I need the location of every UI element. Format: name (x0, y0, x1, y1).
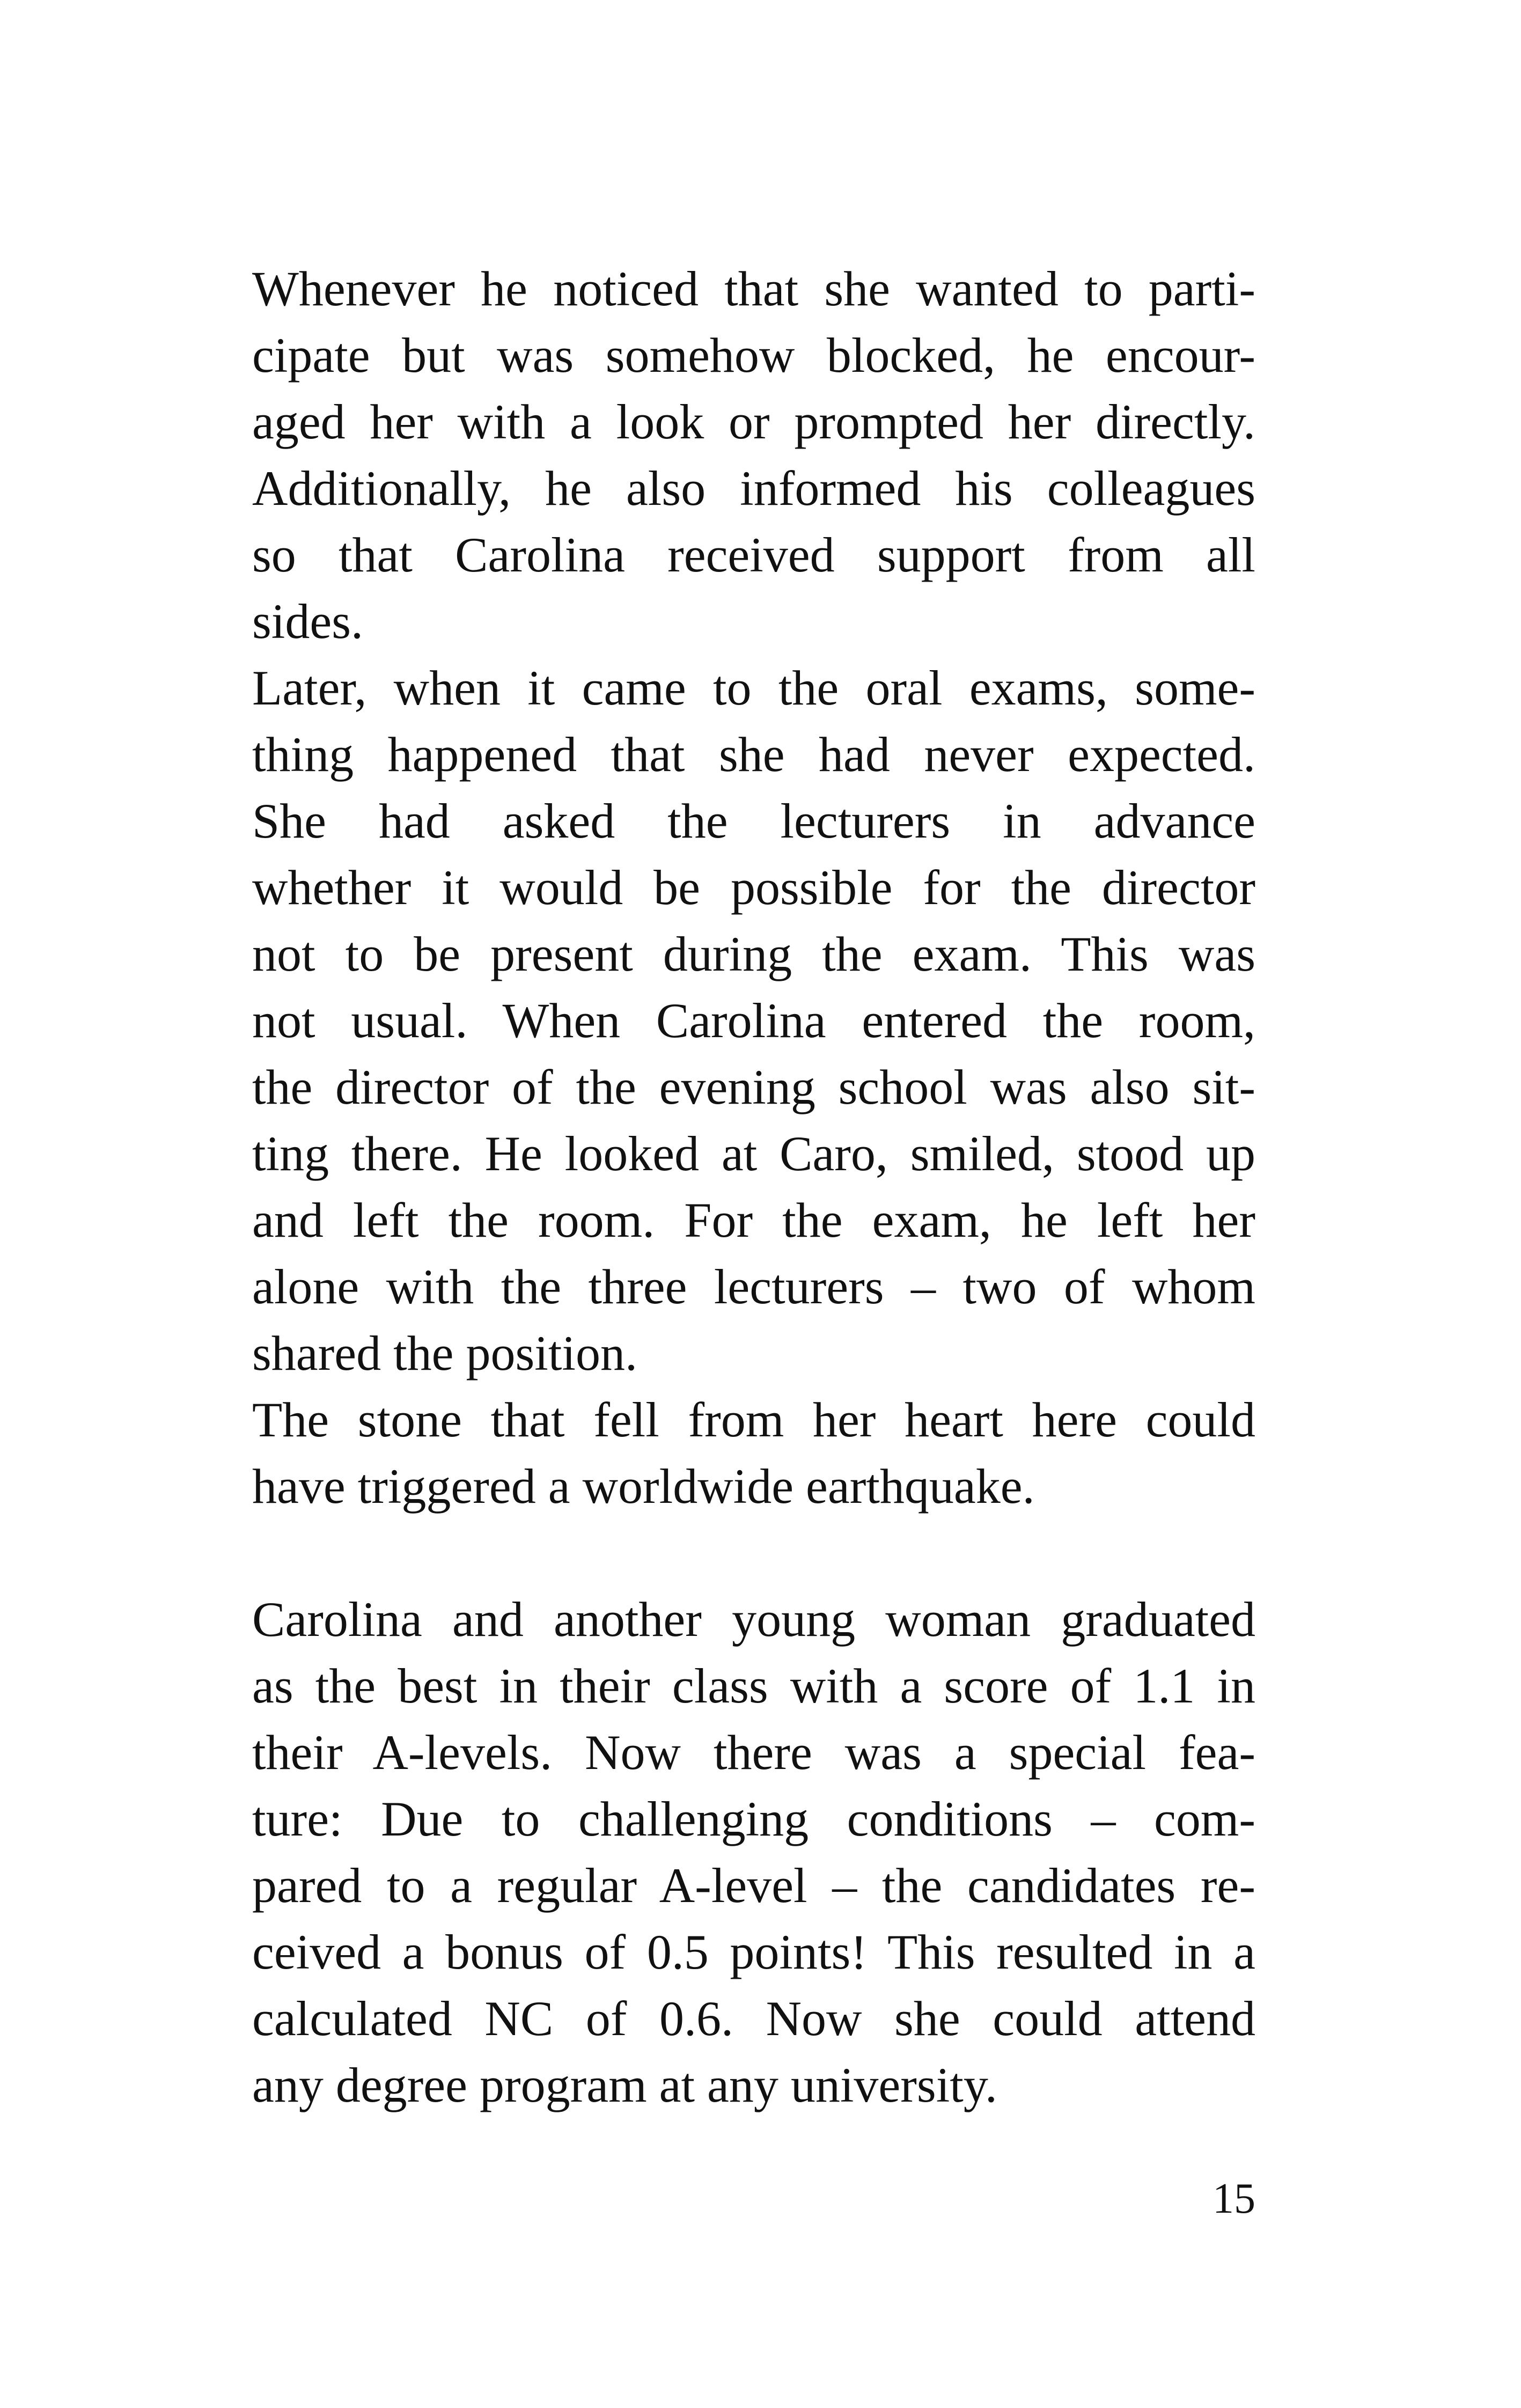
text-line: have triggered a worldwide earthquake. (252, 1459, 1035, 1514)
text-line: the director of the evening school was also sit- (252, 1060, 1255, 1114)
paragraph-4 (252, 1586, 1255, 2118)
text-line: The stone that fell from her heart here could (252, 1392, 1255, 1447)
paragraph-1 (252, 255, 1255, 655)
text-line: She had asked the lecturers in advance (252, 794, 1255, 848)
text-line: Later, when it came to the oral exams, some- (252, 660, 1255, 715)
text-line: ceived a bonus of 0.5 points! This resulted in a (252, 1925, 1255, 1979)
body-text (252, 255, 1255, 2118)
text-line: thing happened that she had never expected. (252, 727, 1255, 782)
text-line: not usual. When Carolina entered the room, (252, 993, 1255, 1048)
text-line: aged her with a look or prompted her directly. (252, 394, 1255, 449)
text-line: sides. (252, 594, 363, 649)
text-line: Carolina and another young woman graduated (252, 1592, 1255, 1647)
text-line: their A-levels. Now there was a special fea- (252, 1725, 1255, 1780)
text-line: Additionally, he also informed his colleagues (252, 461, 1255, 516)
paragraph-2 (252, 655, 1255, 1386)
page-number: 15 (1213, 2175, 1255, 2222)
text-line: any degree program at any university. (252, 2058, 997, 2112)
text-line: shared the position. (252, 1326, 637, 1381)
text-line: ting there. He looked at Caro, smiled, stood up (252, 1126, 1255, 1181)
text-line: cipate but was somehow blocked, he encour- (252, 328, 1255, 383)
text-line: not to be present during the exam. This was (252, 927, 1255, 981)
text-line: whether it would be possible for the director (252, 860, 1255, 915)
text-line: and left the room. For the exam, he left her (252, 1193, 1255, 1247)
text-line: ture: Due to challenging conditions – com- (252, 1792, 1255, 1846)
text-line: so that Carolina received support from all (252, 527, 1255, 582)
paragraph-3 (252, 1386, 1255, 1519)
text-line: pared to a regular A-level – the candidates re- (252, 1858, 1255, 1913)
paragraph-spacer (252, 1519, 1255, 1586)
text-line: alone with the three lecturers – two of whom (252, 1259, 1255, 1314)
text-line: calculated NC of 0.6. Now she could attend (252, 1991, 1255, 2046)
text-line: as the best in their class with a score of 1.1 in (252, 1658, 1255, 1713)
text-line: Whenever he noticed that she wanted to parti- (252, 261, 1255, 316)
